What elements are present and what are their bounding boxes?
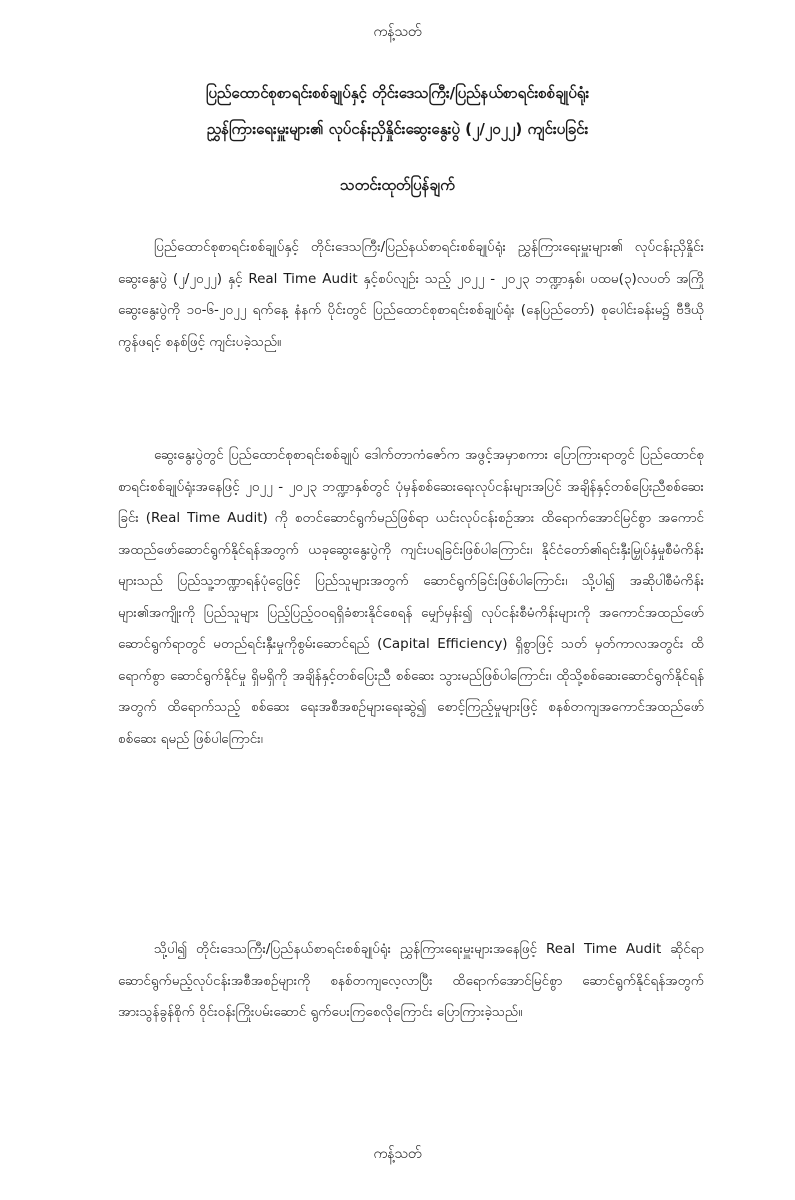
body-paragraph-2: ဆွေးနွေးပွဲတွင် ပြည်ထောင်စုစာရင်းစစ်ချုပ် ဒေါက်တာကံဇော်က အဖွင့်အမှာစကား ပြောကြားရာတွင် ပြည်ထောင်စုစာရင်းစစ်ချုပ်ရုံးအနေဖြင့် ၂၀၂၂ - ၂၀၂၃ ဘဏ္ဍာနှစ်တွင် ပုံမှန်စစ်ဆေးရေးလုပ်ငန်းများအပြင် အချိန်နှင့်တစ်ပြေးညီစစ်ဆေးခြင်း (Real Time Audit) ကို စတင်ဆောင်ရွက်မည်ဖြစ်ရာ ယင်းလုပ်ငန်းစဉ်အား ထိရောက်အောင်မြင်စွာ အကောင် အထည်ဖော်ဆောင်ရွက်နိုင်ရန်အတွက် ယခုဆွေးနွေးပွဲကို ကျင်းပရခြင်းဖြစ်ပါကြောင်း၊ နိုင်ငံတော်၏ရင်းနှီးမြှုပ်နှံမှုစီမံကိန်းများသည် ပြည်သူ့ဘဏ္ဍာရန်ပုံငွေဖြင့် ပြည်သူများအတွက် ဆောင်ရွက်ခြင်းဖြစ်ပါကြောင်း၊ သို့ပါ၍ အဆိုပါစီမံကိန်းများ၏အကျိုးကို ပြည်သူများ ပြည့်ပြည့်ဝဝရရှိခံစားနိုင်စေရန် မျှော်မှန်း၍ လုပ်ငန်းစီမံကိန်းများကို အကောင်အထည်ဖော် ဆောင်ရွက်ရာတွင် မတည်ရင်းနှီးမှုကိုစွမ်းဆောင်ရည် (Capital Efficiency) ရှိစွာဖြင့် သတ် မှတ်ကာလအတွင်း ထိရောက်စွာ ဆောင်ရွက်နိုင်မှု ရှိမရှိကို အချိန်နှင့်တစ်ပြေးညီ စစ်ဆေး သွားမည်ဖြစ်ပါကြောင်း၊ ထိုသို့စစ်ဆေးဆောင်ရွက်နိုင်ရန်အတွက် ထိရောက်သည့် စစ်ဆေး ရေးအစီအစဉ်များရေးဆွဲ၍ စောင့်ကြည့်မှုများဖြင့် စနစ်တကျအကောင်အထည်ဖော် စစ်ဆေး ရမည် ဖြစ်ပါကြောင်း၊	[118, 447, 704, 747]
document-title-line-1: ပြည်ထောင်စုစာရင်းစစ်ချုပ်နှင့် တိုင်းဒေသကြီး/ပြည်နယ်စာရင်းစစ်ချုပ်ရုံး	[205, 84, 590, 102]
document-subtitle-press-release: သတင်းထုတ်ပြန်ချက်	[340, 176, 455, 194]
body-paragraph-3: သို့ပါ၍ တိုင်းဒေသကြီး/ပြည်နယ်စာရင်းစစ်ချုပ်ရုံး ညွှန်ကြားရေးမှူးများအနေဖြင့် Real Time Audit ဆိုင်ရာ ဆောင်ရွက်မည့်လုပ်ငန်းအစီအစဉ်များကို စနစ်တကျလေ့လာပြီး ထိရောက်အောင်မြင်စွာ ဆောင်ရွက်နိုင်ရန်အတွက် အားသွန်ခွန်စိုက် ဝိုင်းဝန်းကြိုးပမ်းဆောင် ရွက်ပေးကြစေလိုကြောင်း ပြောကြားခဲ့သည်။	[118, 941, 704, 1020]
footer-classification-marker: ကန့်သတ်	[373, 1146, 422, 1162]
header-classification-marker: ကန့်သတ်	[373, 24, 422, 40]
body-paragraph-1: ပြည်ထောင်စုစာရင်းစစ်ချုပ်နှင့် တိုင်းဒေသကြီး/ပြည်နယ်စာရင်းစစ်ချုပ်ရုံး ညွှန်ကြားရေးမှူးများ၏ လုပ်ငန်းညှိနှိုင်းဆွေးနွေးပွဲ (၂/၂၀၂၂) နှင့် Real Time Audit နှင့်စပ်လျဉ်း သည့် ၂၀၂၂ - ၂၀၂၃ ဘဏ္ဍာနှစ်၊ ပထမ(၃)လပတ် အကြိုဆွေးနွေးပွဲကို ၁၀-၆-၂၀၂၂ ရက်နေ့ နံနက် ပိုင်းတွင် ပြည်ထောင်စုစာရင်းစစ်ချုပ်ရုံး (နေပြည်တော်) စုပေါင်းခန်းမ၌ ဗီဒီယိုကွန်ဖရင့် စနစ်ဖြင့် ကျင်းပခဲ့သည်။	[118, 239, 704, 350]
document-title-line-2: ညွှန်ကြားရေးမှူးများ၏ လုပ်ငန်းညှိနှိုင်းဆွေးနွေးပွဲ (၂/၂၀၂၂) ကျင်းပခြင်း	[206, 120, 589, 138]
